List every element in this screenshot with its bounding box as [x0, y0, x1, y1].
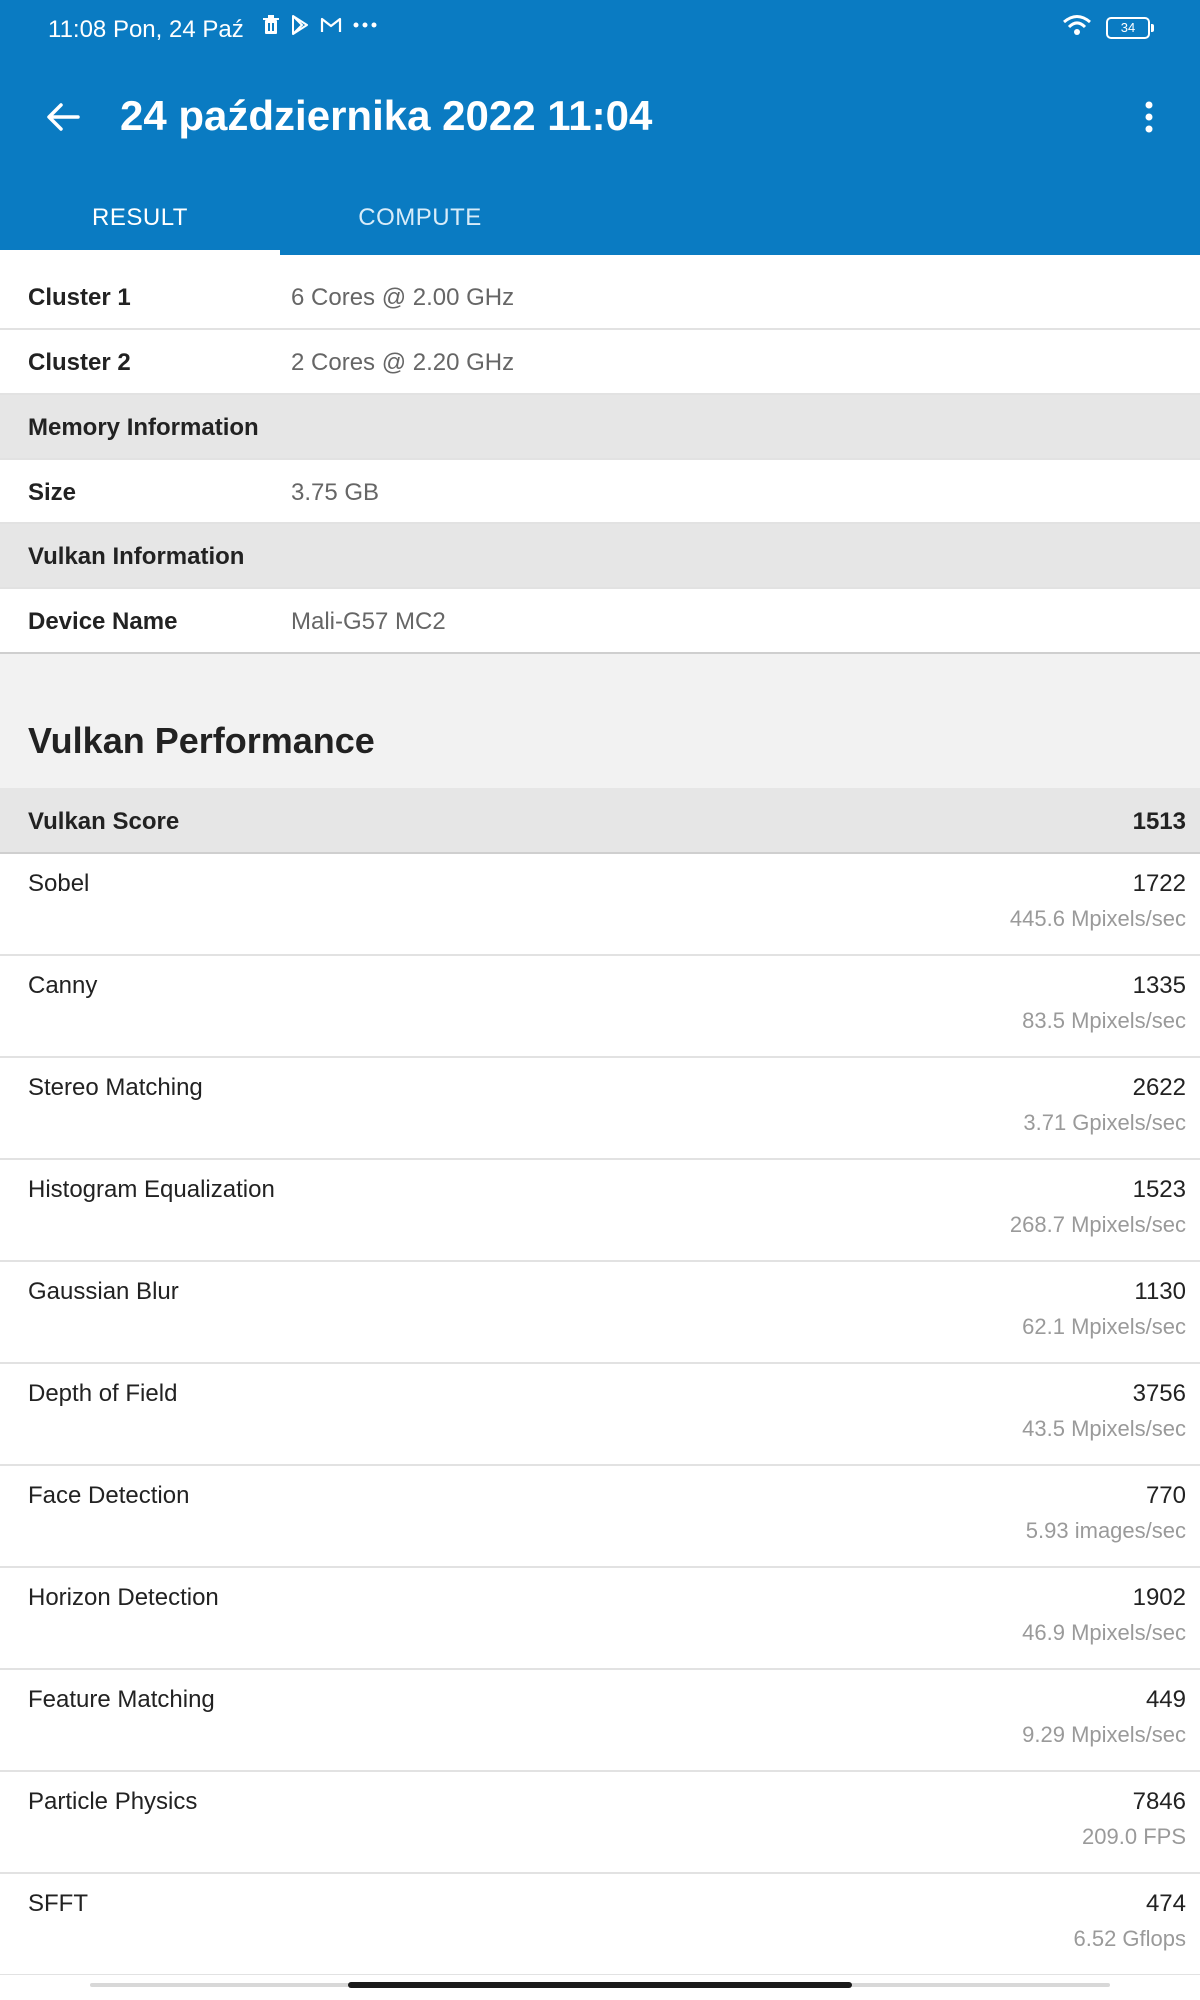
section-title: Vulkan Performance [28, 720, 375, 761]
tab-bar [0, 180, 1200, 255]
benchmark-row [0, 1772, 1200, 1874]
benchmark-row [0, 1568, 1200, 1670]
info-row-device-name [0, 589, 1200, 654]
info-label: Cluster 2 [28, 349, 131, 376]
benchmark-name: Face Detection [28, 1482, 190, 1509]
info-value: 6 Cores @ 2.00 GHz [291, 284, 515, 311]
benchmark-score: 2622 [1132, 1074, 1186, 1101]
benchmark-score: 1902 [1132, 1584, 1186, 1611]
info-value: Mali-G57 MC2 [291, 608, 446, 635]
section-header-label: Vulkan Information [28, 543, 245, 570]
benchmark-rate: 46.9 Mpixels/sec [1022, 1620, 1186, 1645]
benchmark-score: 474 [1145, 1890, 1186, 1917]
info-row-cluster1 [0, 264, 1200, 330]
toolbar [0, 72, 1200, 162]
navigation-bar [0, 1975, 1200, 2000]
benchmark-score: 1523 [1132, 1176, 1186, 1203]
benchmark-name: Feature Matching [28, 1686, 215, 1713]
tab-indicator [0, 250, 280, 255]
benchmark-name: Particle Physics [28, 1788, 198, 1815]
overflow-menu-button[interactable] [1122, 90, 1176, 144]
info-row-size [0, 460, 1200, 524]
benchmark-row [0, 1670, 1200, 1772]
tab-compute[interactable]: COMPUTE [358, 203, 482, 231]
benchmark-score: 1722 [1132, 870, 1186, 897]
status-notification-icons [262, 15, 378, 35]
info-row-cluster2 [0, 330, 1200, 395]
more-vert-icon [1144, 101, 1154, 133]
vulkan-score-row [0, 788, 1200, 854]
vulkan-score-value: 1513 [1132, 808, 1186, 835]
info-label: Device Name [28, 608, 178, 635]
benchmark-name: Histogram Equalization [28, 1176, 275, 1203]
battery-icon: 34 [1106, 17, 1150, 39]
play-store-icon [290, 15, 310, 35]
benchmark-score: 1130 [1134, 1278, 1186, 1305]
page-title: 24 października 2022 11:04 [120, 92, 653, 139]
benchmark-row [0, 1874, 1200, 1976]
more-dots-icon [352, 21, 378, 29]
benchmark-rate: 6.52 Gflops [1073, 1926, 1186, 1951]
benchmark-name: SFFT [28, 1890, 88, 1917]
benchmark-rate: 268.7 Mpixels/sec [1009, 1212, 1186, 1237]
info-label: Size [28, 479, 77, 506]
benchmark-score: 1335 [1132, 972, 1186, 999]
tab-result[interactable]: RESULT [92, 203, 188, 231]
benchmark-rate: 62.1 Mpixels/sec [1022, 1314, 1186, 1339]
benchmark-row [0, 1364, 1200, 1466]
benchmark-rate: 209.0 FPS [1082, 1824, 1186, 1849]
info-value: 2 Cores @ 2.20 GHz [291, 349, 515, 376]
home-gesture-handle[interactable] [348, 1982, 852, 1988]
section-header-vulkan [0, 524, 1200, 589]
benchmark-rate: 3.71 Gpixels/sec [1023, 1110, 1186, 1135]
benchmark-score: 7846 [1132, 1788, 1186, 1815]
benchmark-rate: 5.93 images/sec [1025, 1518, 1186, 1543]
benchmark-rate: 43.5 Mpixels/sec [1022, 1416, 1186, 1441]
benchmark-score: 449 [1145, 1686, 1186, 1713]
benchmark-row [0, 956, 1200, 1058]
benchmark-name: Canny [28, 972, 98, 999]
benchmark-rate: 83.5 Mpixels/sec [1022, 1008, 1186, 1033]
benchmark-row [0, 1058, 1200, 1160]
benchmark-name: Gaussian Blur [28, 1278, 179, 1305]
benchmark-rate: 9.29 Mpixels/sec [1022, 1722, 1186, 1747]
benchmark-name: Stereo Matching [28, 1074, 203, 1101]
section-header-label: Memory Information [28, 414, 259, 441]
vulkan-performance-section [0, 654, 1200, 790]
benchmark-row [0, 1262, 1200, 1364]
trash-icon [262, 15, 280, 35]
benchmark-score: 770 [1145, 1482, 1186, 1509]
benchmark-name: Sobel [28, 870, 90, 897]
back-button[interactable] [36, 90, 90, 144]
vulkan-score-label: Vulkan Score [28, 808, 180, 835]
benchmark-row [0, 854, 1200, 956]
benchmark-row [0, 1160, 1200, 1262]
gmail-icon [320, 16, 342, 34]
status-time: 11:08 Pon, 24 Paź [48, 16, 244, 43]
wifi-icon [1062, 14, 1092, 41]
info-value: 3.75 GB [291, 479, 380, 506]
section-header-memory [0, 395, 1200, 460]
benchmark-score: 3756 [1132, 1380, 1186, 1407]
benchmark-name: Horizon Detection [28, 1584, 219, 1611]
benchmark-row [0, 1466, 1200, 1568]
arrow-back-icon [46, 102, 80, 132]
status-system-icons [1062, 14, 1150, 41]
info-label: Cluster 1 [28, 284, 131, 311]
benchmark-name: Depth of Field [28, 1380, 178, 1407]
app-bar [0, 0, 1200, 255]
status-bar [0, 0, 1200, 60]
benchmark-rate: 445.6 Mpixels/sec [1009, 906, 1186, 931]
